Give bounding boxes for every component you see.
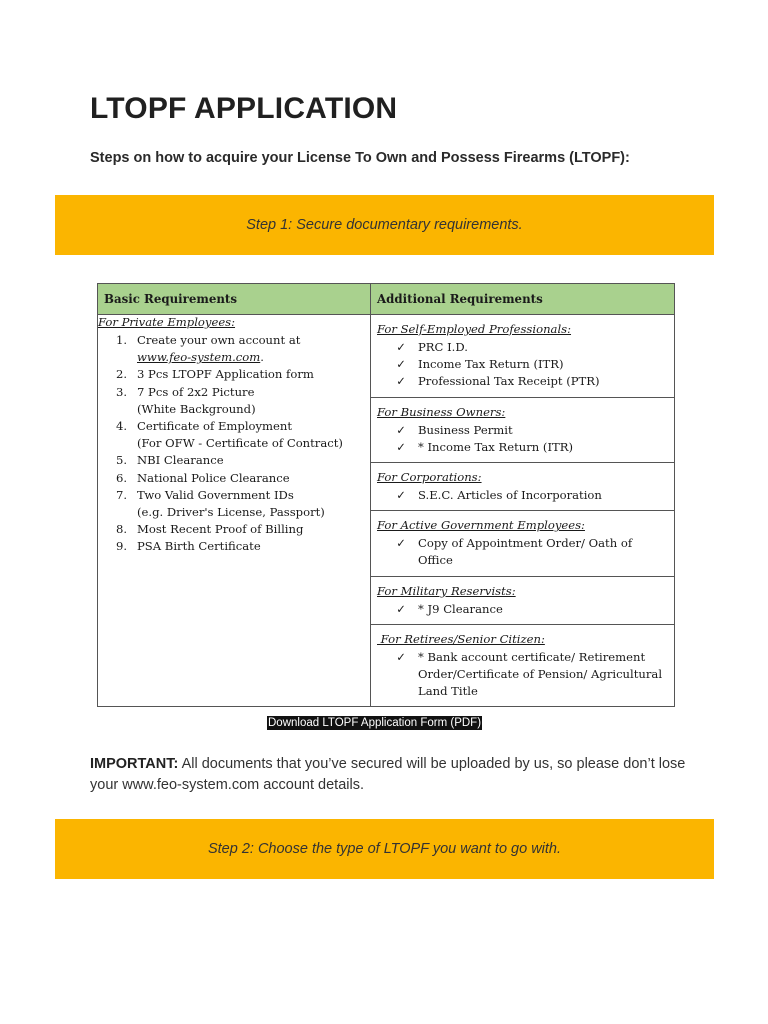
checkmark-icon: ✓: [396, 357, 406, 372]
step-2-text: Step 2: Choose the type of LTOPF you want to go with.: [207, 841, 562, 857]
item-text: [137, 332, 370, 366]
item-main-text: National Police Clearance: [137, 470, 290, 485]
list-item: [377, 356, 668, 373]
list-item: [377, 601, 668, 618]
item-subtext: (White Background): [137, 401, 256, 416]
item-number: 8.: [115, 522, 127, 537]
additional-items-list: [377, 422, 668, 456]
item-text: Income Tax Return (ITR): [418, 357, 564, 372]
additional-group-title: For Military Reservists:: [377, 583, 516, 598]
basic-requirements-cell: [98, 315, 371, 707]
step-1-banner: [55, 195, 714, 255]
important-note: [90, 754, 690, 796]
item-text: S.E.C. Articles of Incorporation: [418, 488, 602, 503]
additional-group: [371, 463, 674, 511]
item-number: 5.: [115, 453, 127, 468]
item-number: 3.: [115, 384, 127, 399]
list-item: [98, 384, 370, 418]
additional-group-title: For Active Government Employees:: [377, 518, 585, 533]
checkmark-icon: ✓: [396, 488, 406, 503]
item-text: Copy of Appointment Order/ Oath of Office: [418, 536, 633, 568]
list-item: [377, 422, 668, 439]
item-main-text: Certificate of Employment: [137, 419, 293, 434]
step-2-banner: [55, 819, 714, 879]
important-text: All documents that you’ve secured will be uploaded by us, so please don’t lose your www.feo-system.com account details.: [90, 756, 686, 793]
item-main-text: Most Recent Proof of Billing: [137, 522, 304, 537]
item-text: PRC I.D.: [418, 340, 468, 354]
basic-group-title: For Private Employees:: [98, 315, 236, 329]
list-item: [377, 339, 668, 356]
list-item: [98, 366, 370, 383]
list-item: [377, 373, 668, 390]
item-text: [137, 418, 370, 452]
list-item: [377, 439, 668, 456]
list-item: [377, 649, 668, 701]
list-item: [98, 521, 370, 538]
list-item: [98, 332, 370, 366]
item-number: 1.: [115, 333, 127, 347]
item-suffix: .: [260, 350, 264, 365]
additional-requirements-cell: [371, 315, 675, 707]
additional-group: [371, 577, 674, 625]
additional-requirements-header: Additional Requirements: [371, 284, 675, 315]
list-item: [98, 487, 370, 521]
item-text: [137, 384, 370, 418]
additional-group: [371, 511, 674, 576]
checkmark-icon: ✓: [396, 649, 406, 664]
item-subtext: (e.g. Driver's License, Passport): [137, 505, 325, 520]
additional-items-list: [377, 339, 668, 391]
checkmark-icon: ✓: [396, 601, 406, 616]
checkmark-icon: ✓: [396, 536, 406, 551]
item-number: 7.: [115, 487, 127, 502]
item-text: [137, 366, 370, 383]
item-text: * J9 Clearance: [418, 601, 503, 616]
list-item: [377, 535, 668, 569]
item-number: 6.: [115, 470, 127, 485]
page-subtitle: Steps on how to acquire your License To Own and Possess Firearms (LTOPF):: [90, 150, 630, 166]
additional-group: [371, 315, 674, 398]
additional-items-list: [377, 649, 668, 701]
item-number: 9.: [115, 539, 127, 554]
item-main-text: Create your own account at: [137, 333, 301, 347]
item-text: Professional Tax Receipt (PTR): [418, 374, 600, 389]
item-number: 4.: [115, 419, 127, 434]
item-text: [137, 521, 370, 538]
additional-group-title: For Retirees/Senior Citizen:: [377, 631, 545, 646]
basic-requirements-header: Basic Requirements: [98, 284, 371, 315]
item-main-text: NBI Clearance: [137, 453, 224, 468]
item-main-text: Two Valid Government IDs: [137, 487, 294, 502]
additional-group-title: For Corporations:: [377, 470, 482, 485]
checkmark-icon: ✓: [396, 439, 406, 454]
basic-requirements-list: [98, 332, 370, 556]
list-item: [377, 487, 668, 504]
checkmark-icon: ✓: [396, 422, 406, 437]
item-text: * Bank account certificate/ Retirement Order/Certificate of Pension/ Agricultural Land Title: [418, 649, 663, 699]
list-item: [98, 470, 370, 487]
table-header-row: [98, 284, 675, 315]
page-title: LTOPF APPLICATION: [90, 92, 398, 125]
item-text: [137, 538, 370, 555]
additional-items-list: [377, 535, 668, 569]
additional-group-title: For Business Owners:: [377, 404, 506, 419]
feo-system-link[interactable]: www.feo-system.com: [137, 350, 261, 365]
additional-items-list: [377, 487, 668, 504]
table-row: [98, 315, 675, 707]
additional-group-title: For Self-Employed Professionals:: [377, 322, 572, 336]
additional-group: [371, 398, 674, 463]
item-main-text: 7 Pcs of 2x2 Picture: [137, 384, 255, 399]
download-form-link[interactable]: Download LTOPF Application Form (PDF): [268, 717, 482, 729]
important-label: IMPORTANT:: [90, 756, 179, 772]
item-main-text: 3 Pcs LTOPF Application form: [137, 367, 314, 382]
step-1-text: Step 1: Secure documentary requirements.: [246, 217, 523, 233]
list-item: [98, 538, 370, 555]
item-text: * Income Tax Return (ITR): [418, 439, 574, 454]
item-subtext: (For OFW - Certificate of Contract): [137, 436, 343, 451]
item-text: [137, 452, 370, 469]
checkmark-icon: ✓: [396, 374, 406, 389]
list-item: [98, 452, 370, 469]
checkmark-icon: ✓: [396, 340, 406, 354]
item-text: [137, 470, 370, 487]
requirements-table: [97, 283, 675, 707]
item-main-text: PSA Birth Certificate: [137, 539, 261, 554]
item-text: [137, 487, 370, 521]
item-number: 2.: [115, 367, 127, 382]
additional-group: [371, 625, 674, 707]
additional-items-list: [377, 601, 668, 618]
item-text: Business Permit: [418, 422, 513, 437]
list-item: [98, 418, 370, 452]
